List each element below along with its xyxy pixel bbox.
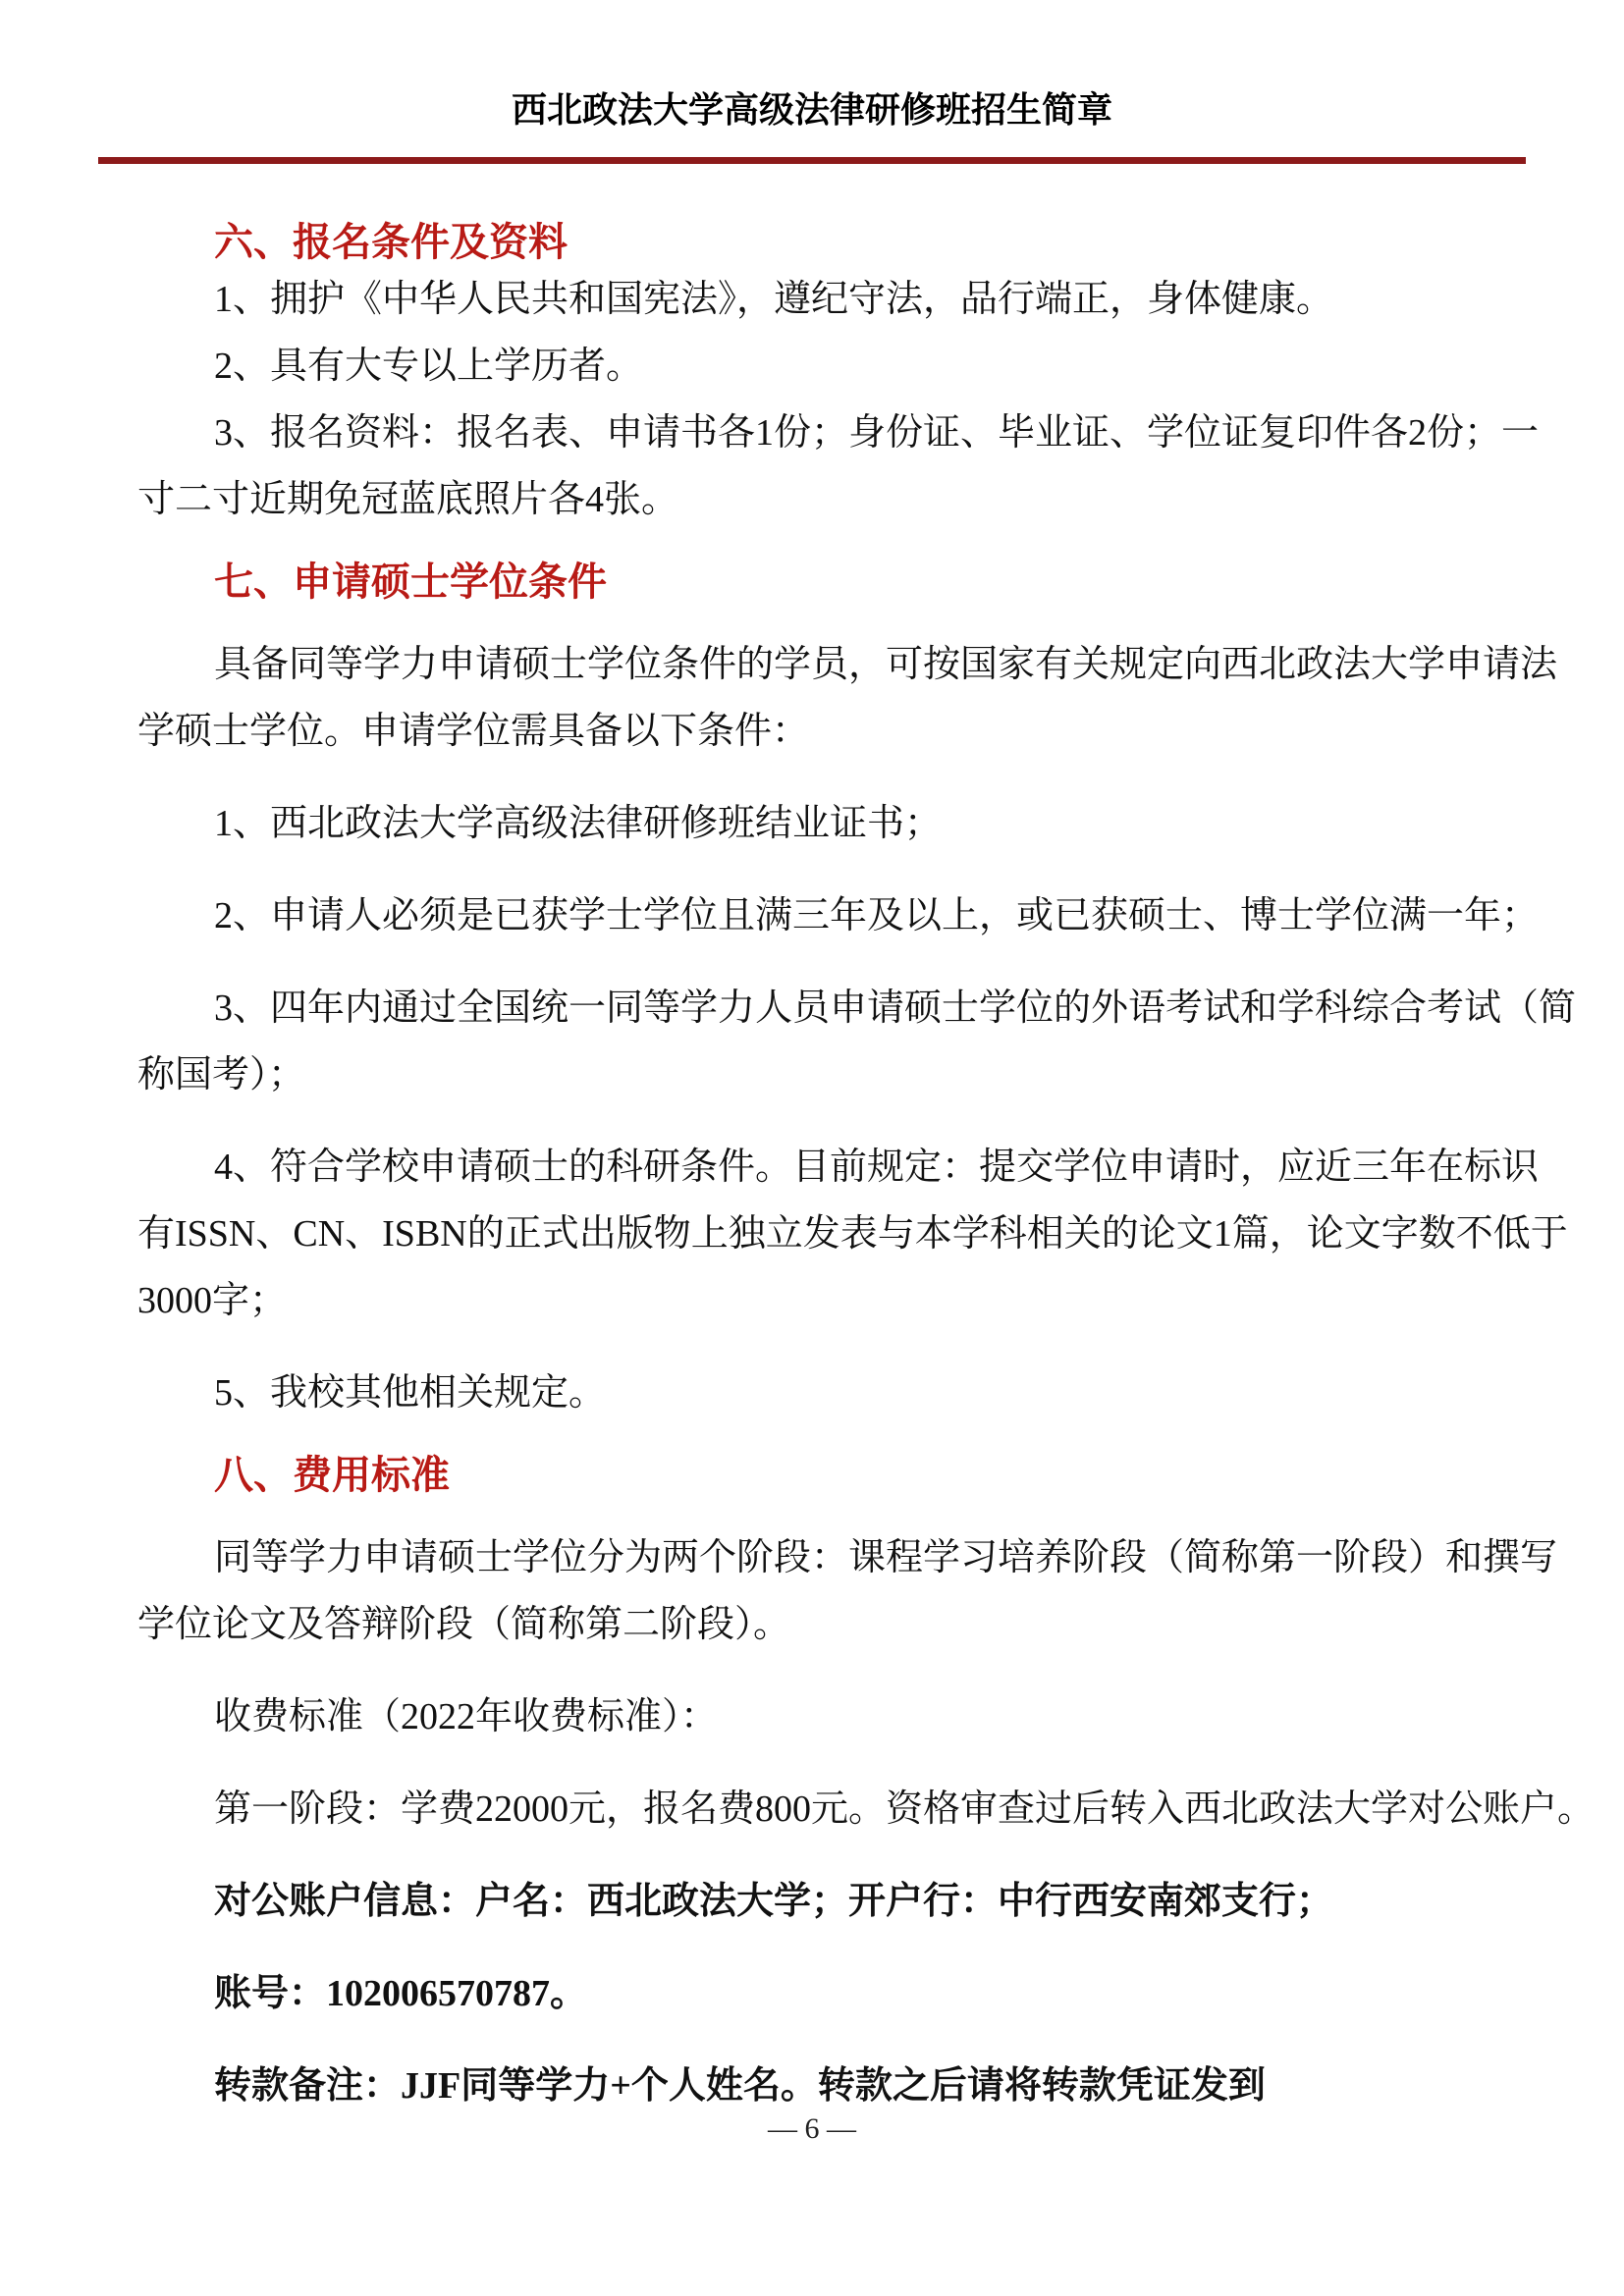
paragraph [137,1776,1596,1842]
paragraph-line: 5、我校其他相关规定。 [214,1372,607,1414]
paragraph-line: 收费标准（2022年收费标准）： [214,1696,719,1737]
paragraph-line: 第一阶段：学费22000元，报名费800元。资格审查过后转入西北政法大学对公账户。 [214,1789,1596,1830]
paragraph [137,631,1558,765]
paragraph [137,790,1492,857]
paragraph-line: 账号：102006570787。 [214,1973,588,2014]
section-heading: 七、申请硕士学位条件 [214,560,607,604]
section-heading: 八、费用标准 [214,1453,450,1497]
paragraph [137,882,1540,949]
paragraph-line: 2、具有大专以上学历者。 [214,346,644,387]
paragraph [137,400,1540,533]
paragraph [137,1360,1492,1426]
paragraph-line: 2、申请人必须是已获学士学位且满三年及以上，或已获硕士、博士学位满一年； [214,895,1540,936]
paragraph-line: 转款备注：JJF同等学力+个人姓名。转款之后请将转款凭证发到 [214,2065,1266,2107]
paragraph [137,1134,1568,1334]
paragraph-line: 3000字； [137,1280,288,1321]
header-rule-divider [98,157,1526,164]
paragraph-line: 学位论文及答辩阶段（简称第二阶段）。 [137,1604,791,1645]
paragraph-line: 称国考）； [137,1054,306,1095]
page-number: — 6 — [768,2112,856,2145]
paragraph-line: 1、西北政法大学高级法律研修班结业证书； [214,803,943,844]
paragraph-line: 4、符合学校申请硕士的科研条件。目前规定：提交学位申请时，应近三年在标识 [214,1147,1540,1188]
paragraph-line: 寸二寸近期免冠蓝底照片各4张。 [137,479,679,520]
paragraph-line: 1、拥护《中华人民共和国宪法》，遵纪守法，品行端正，身体健康。 [214,279,1334,320]
document-body [137,219,1596,2119]
paragraph-line: 3、报名资料：报名表、申请书各1份；身份证、毕业证、学位证复印件各2份；一 [214,412,1540,454]
paragraph [137,975,1577,1108]
paragraph-line: 学硕士学位。申请学位需具备以下条件： [137,711,810,752]
paragraph [137,1683,1492,1750]
paragraph [137,266,1492,333]
paragraph-line: 对公账户信息：户名：西北政法大学；开户行：中行西安南郊支行； [214,1881,1334,1922]
document-title: 西北政法大学高级法律研修班招生简章 [511,90,1112,130]
paragraph [137,1868,1492,1935]
paragraph [137,1524,1558,1658]
paragraph-line: 3、四年内通过全国统一同等学力人员申请硕士学位的外语考试和学科综合考试（简 [214,988,1577,1029]
section-heading: 六、报名条件及资料 [214,220,568,264]
paragraph-line: 同等学力申请硕士学位分为两个阶段：课程学习培养阶段（简称第一阶段）和撰写 [214,1537,1558,1578]
paragraph-line: 有ISSN、CN、ISBN的正式出版物上独立发表与本学科相关的论文1篇，论文字数不低于 [137,1213,1568,1255]
paragraph [137,333,1492,400]
paragraph-line: 具备同等学力申请硕士学位条件的学员，可按国家有关规定向西北政法大学申请法 [214,644,1558,685]
paragraph [137,1960,1492,2027]
